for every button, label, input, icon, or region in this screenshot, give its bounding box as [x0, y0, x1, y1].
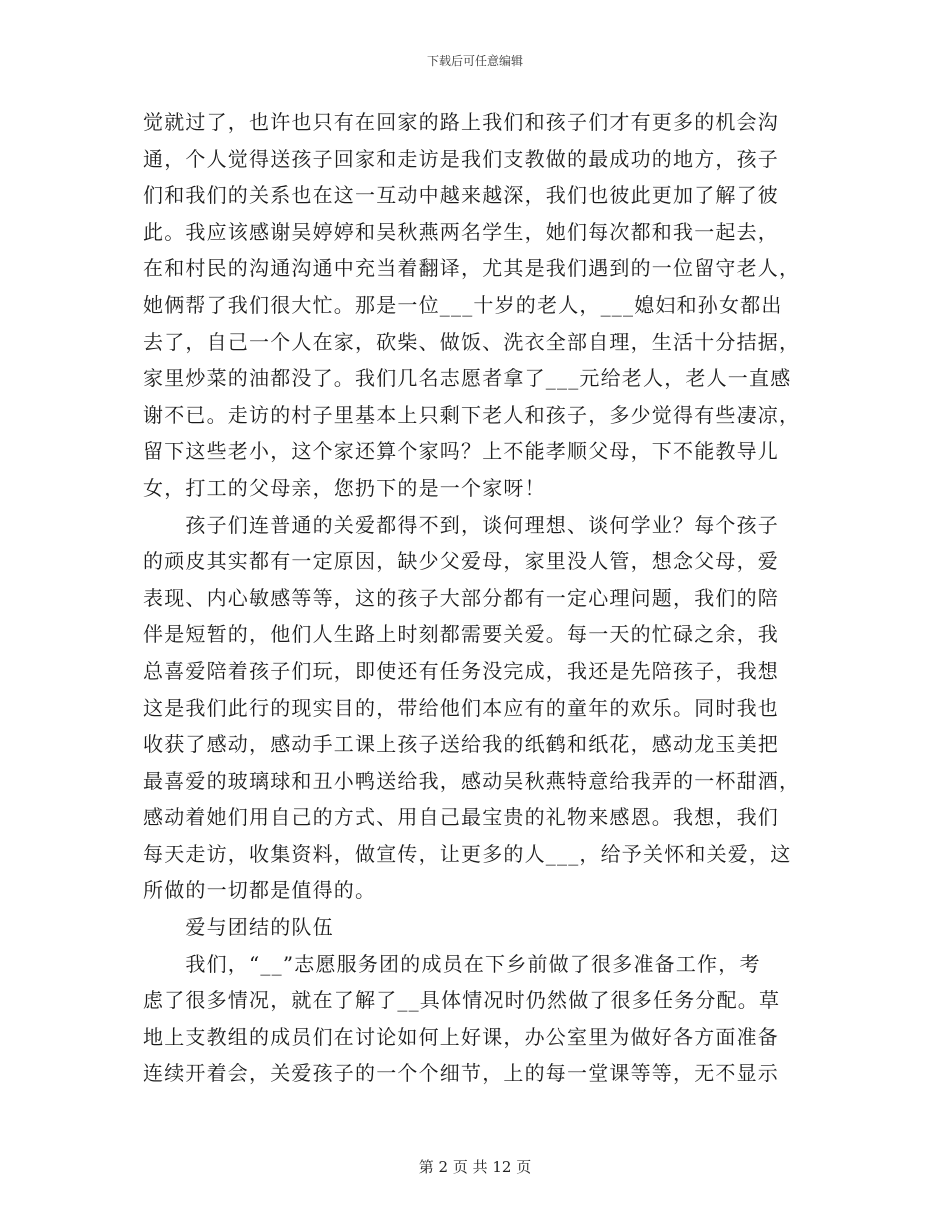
text-line: 此。我应该感谢吴婷婷和吴秋燕两名学生，她们每次都和我一起去， — [143, 219, 779, 244]
text-line: 每天走访，收集资料，做宣传，让更多的人___，给予关怀和关爱，这 — [143, 841, 792, 866]
text-line: 地上支教组的成员们在讨论如何上好课，办公室里为做好各方面准备 — [143, 1024, 779, 1049]
text-line: 的顽皮其实都有一定原因，缺少父爱母，家里没人管，想念父母，爱 — [143, 549, 779, 574]
text-line: 连续开着会，关爱孩子的一个个细节，上的每一堂课等等，无不显示 — [143, 1061, 779, 1086]
document-body — [143, 104, 803, 1092]
text-line: 在和村民的沟通沟通中充当着翻译，尤其是我们遇到的一位留守老人， — [143, 256, 801, 281]
text-line: 觉就过了，也许也只有在回家的路上我们和孩子们才有更多的机会沟 — [143, 110, 779, 134]
text-line: 伴是短暂的，他们人生路上时刻都需要关爱。每一天的忙碌之余，我 — [143, 622, 779, 647]
text-line: 去了，自己一个人在家，砍柴、做饭、洗衣全部自理，生活十分拮据， — [143, 329, 801, 354]
text-line: 虑了很多情况，就在了解了__具体情况时仍然做了很多任务分配。草 — [143, 988, 781, 1013]
text-line: 她俩帮了我们很大忙。那是一位___十岁的老人，___媳妇和孙女都出 — [143, 292, 783, 317]
page-header: 下载后可任意编辑 — [426, 54, 523, 68]
text-line: 感动着她们用自己的方式、用自己最宝贵的礼物来感恩。我想，我们 — [143, 805, 779, 830]
text-line: 表现、内心敏感等等，这的孩子大部分都有一定心理问题，我们的陪 — [143, 585, 779, 610]
text-line: 们和我们的关系也在这一互动中越来越深，我们也彼此更加了解了彼 — [143, 183, 779, 208]
text-line: 家里炒菜的油都没了。我们几名志愿者拿了___元给老人，老人一直感 — [143, 366, 792, 391]
text-line: 女，打工的父母亲，您扔下的是一个家呀！ — [143, 475, 546, 500]
text-line: 我们，“__”志愿服务团的成员在下乡前做了很多准备工作，考 — [143, 951, 761, 976]
text-line: 这是我们此行的现实目的，带给他们本应有的童年的欢乐。同时我也 — [143, 695, 779, 720]
text-line: 孩子们连普通的关爱都得不到，谈何理想、谈何学业？每个孩子 — [143, 512, 779, 537]
text-line: 所做的一切都是值得的。 — [143, 878, 377, 903]
text-line: 爱与团结的队伍 — [143, 915, 334, 940]
text-line: 收获了感动，感动手工课上孩子送给我的纸鹤和纸花，感动龙玉美把 — [143, 732, 779, 757]
page-footer: 第 2 页 共 12 页 — [418, 1158, 532, 1176]
text-line: 谢不已。走访的村子里基本上只剩下老人和孩子，多少觉得有些凄凉， — [143, 402, 801, 427]
text-line: 通，个人觉得送孩子回家和走访是我们支教做的最成功的地方，孩子 — [143, 146, 779, 171]
text-line: 总喜爱陪着孩子们玩，即使还有任务没完成，我还是先陪孩子，我想 — [143, 658, 779, 683]
text-line: 最喜爱的玻璃球和丑小鸭送给我，感动吴秋燕特意给我弄的一杯甜酒， — [143, 768, 801, 793]
text-line: 留下这些老小，这个家还算个家吗？上不能孝顺父母，下不能教导儿 — [143, 439, 779, 464]
